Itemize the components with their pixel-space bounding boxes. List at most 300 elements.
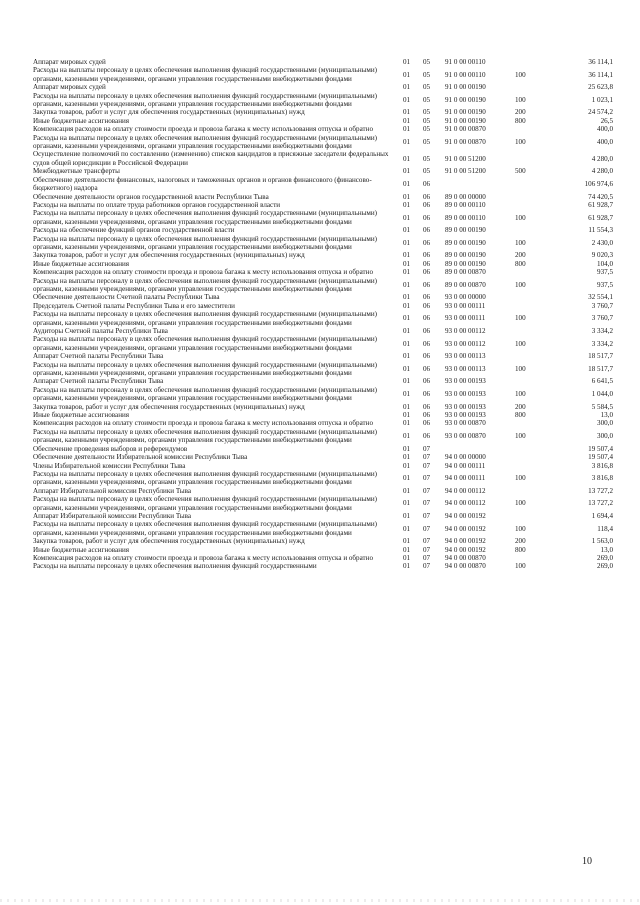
row-subsection: 05 <box>423 83 431 92</box>
row-name: Аппарат Счетной палаты Республики Тыва <box>33 352 164 361</box>
row-subsection: 05 <box>423 116 431 125</box>
row-subsection: 06 <box>423 238 431 247</box>
table-row <box>33 445 613 453</box>
row-subsection: 07 <box>423 453 431 462</box>
row-target-article: 93 0 00 00870 <box>445 432 486 441</box>
row-target-article: 89 0 00 00110 <box>445 200 486 209</box>
row-expense-type <box>515 83 553 91</box>
row-expense-type <box>515 453 553 461</box>
table-row <box>33 92 613 109</box>
row-name: Компенсация расходов на оплату стоимости проезда и провоза багажа к месту использования отпуска и обратно <box>33 553 373 562</box>
row-target-article: 91 0 00 00190 <box>445 83 486 92</box>
table-row <box>33 108 613 116</box>
row-section: 01 <box>403 154 411 163</box>
table-row <box>33 150 613 167</box>
row-expense-type <box>515 377 553 385</box>
table-row <box>33 277 613 294</box>
row-target-article: 89 0 00 00190 <box>445 226 486 235</box>
row-expense-type: 800 <box>515 259 526 268</box>
row-target-article: 94 0 00 00192 <box>445 511 486 520</box>
row-amount: 61 928,7 <box>588 200 613 209</box>
row-expense-type <box>515 462 553 470</box>
row-subsection: 07 <box>423 562 431 571</box>
table-row <box>33 335 613 352</box>
table-row <box>33 235 613 252</box>
row-target-article: 91 0 00 00110 <box>445 58 486 66</box>
row-subsection: 06 <box>423 377 431 386</box>
row-target-article: 89 0 00 00000 <box>445 192 486 201</box>
table-row <box>33 537 613 545</box>
row-section: 01 <box>403 364 411 373</box>
row-name: Закупка товаров, работ и услуг для обеспечения государственных (муниципальных) нужд <box>33 251 305 260</box>
row-expense-type <box>515 554 553 562</box>
row-section: 01 <box>403 238 411 247</box>
table-row <box>33 411 613 419</box>
row-section: 01 <box>403 314 411 323</box>
row-expense-type: 200 <box>515 251 526 260</box>
row-amount: 19 507,4 <box>588 444 613 453</box>
row-subsection: 06 <box>423 280 431 289</box>
table-row <box>33 226 613 234</box>
row-section: 01 <box>403 167 411 176</box>
row-expense-type: 100 <box>515 70 526 79</box>
row-section: 01 <box>403 486 411 495</box>
row-target-article <box>445 445 515 453</box>
table-row <box>33 293 613 301</box>
row-amount: 269,0 <box>597 562 613 571</box>
row-name: Расходы на обеспечение функций органов государственной власти <box>33 226 235 235</box>
row-section: 01 <box>403 83 411 92</box>
row-name: Компенсация расходов на оплату стоимости проезда и провоза багажа к месту использования отпуска и обратно <box>33 419 373 428</box>
scan-footer-artifact <box>0 899 640 902</box>
row-amount: 3 334,2 <box>591 339 613 348</box>
row-section: 01 <box>403 116 411 125</box>
row-section: 01 <box>403 562 411 571</box>
row-amount: 19 507,4 <box>588 453 613 462</box>
table-row <box>33 512 613 520</box>
row-target-article: 91 0 00 00870 <box>445 125 486 134</box>
table-row <box>33 176 613 193</box>
row-target-article: 91 0 00 00190 <box>445 108 486 117</box>
row-subsection: 05 <box>423 95 431 104</box>
row-subsection: 06 <box>423 192 431 201</box>
row-expense-type: 100 <box>515 213 526 222</box>
row-expense-type: 100 <box>515 562 526 571</box>
row-target-article: 94 0 00 00870 <box>445 553 486 562</box>
row-subsection: 05 <box>423 137 431 146</box>
row-amount: 4 280,0 <box>591 167 613 176</box>
table-row <box>33 453 613 461</box>
budget-table-body <box>33 58 613 571</box>
row-subsection: 06 <box>423 327 431 335</box>
table-row <box>33 470 613 487</box>
row-target-article: 91 0 00 00190 <box>445 116 486 125</box>
row-subsection: 05 <box>423 125 431 134</box>
row-expense-type: 100 <box>515 339 526 348</box>
row-target-article: 89 0 00 00870 <box>445 280 486 289</box>
row-target-article: 89 0 00 00110 <box>445 213 486 222</box>
row-expense-type <box>515 150 553 167</box>
row-name: Расходы на выплаты персоналу в целях обеспечения выполнения функций государственными (муниципальными) органами, казенными учреждениями, органами управления государственными внебюджетными фондами <box>33 310 378 327</box>
row-expense-type <box>515 302 553 310</box>
row-amount: 32 554,1 <box>588 293 613 302</box>
row-subsection: 06 <box>423 314 431 323</box>
row-expense-type: 100 <box>515 390 526 399</box>
row-subsection: 07 <box>423 444 431 453</box>
table-row <box>33 419 613 427</box>
row-subsection: 06 <box>423 226 431 235</box>
row-target-article: 94 0 00 00870 <box>445 562 486 571</box>
row-amount: 3 760,7 <box>591 301 613 310</box>
row-section: 01 <box>403 432 411 441</box>
table-row <box>33 251 613 259</box>
row-target-article: 93 0 00 00112 <box>445 339 486 348</box>
row-subsection: 05 <box>423 108 431 117</box>
row-target-article: 93 0 00 00193 <box>445 377 486 386</box>
table-row <box>33 58 613 66</box>
row-expense-type: 100 <box>515 524 526 533</box>
row-section: 01 <box>403 524 411 533</box>
row-subsection: 05 <box>423 154 431 163</box>
row-expense-type: 100 <box>515 314 526 323</box>
row-amount: 36 114,1 <box>588 58 613 66</box>
row-amount: 104,0 <box>597 259 613 268</box>
row-subsection: 06 <box>423 301 431 310</box>
row-section: 01 <box>403 259 411 268</box>
row-name: Осуществление полномочий по составлению (изменению) списков кандидатов в присяжные заседатели федеральных судов общей юрисдикции в Российской Федерации <box>33 150 389 167</box>
table-row <box>33 117 613 125</box>
row-target-article: 94 0 00 00111 <box>445 474 486 483</box>
row-expense-type: 500 <box>515 167 526 176</box>
row-subsection: 07 <box>423 461 431 470</box>
row-amount: 106 974,6 <box>584 179 613 188</box>
row-subsection: 06 <box>423 419 431 428</box>
table-row <box>33 428 613 445</box>
row-target-article: 94 0 00 00192 <box>445 537 486 546</box>
row-amount: 3 760,7 <box>591 314 613 323</box>
row-subsection: 06 <box>423 411 431 420</box>
row-section: 01 <box>403 377 411 386</box>
row-subsection: 07 <box>423 537 431 546</box>
row-expense-type <box>515 487 553 495</box>
row-amount: 6 641,5 <box>591 377 613 386</box>
table-row <box>33 562 613 570</box>
row-section: 01 <box>403 444 411 453</box>
row-section: 01 <box>403 179 411 188</box>
row-target-article: 89 0 00 00870 <box>445 268 486 277</box>
row-section: 01 <box>403 327 411 335</box>
row-name: Обеспечение проведения выборов и референдумов <box>33 444 188 453</box>
row-expense-type <box>515 445 553 453</box>
row-name: Расходы на выплаты персоналу в целях обеспечения выполнения функций государственными (муниципальными) органами, казенными учреждениями, органами управления государственными внебюджетными фондами <box>33 335 378 352</box>
row-target-article: 93 0 00 00111 <box>445 314 486 323</box>
table-row <box>33 361 613 378</box>
row-target-article: 93 0 00 00111 <box>445 301 486 310</box>
row-amount: 13,0 <box>600 411 613 420</box>
row-subsection: 06 <box>423 268 431 277</box>
row-section: 01 <box>403 70 411 79</box>
row-name: Иные бюджетные ассигнования <box>33 545 130 554</box>
row-expense-type: 100 <box>515 95 526 104</box>
row-name: Председатель Счетной палаты Республики Тыва и его заместители <box>33 301 235 310</box>
row-name: Аппарат мировых судей <box>33 58 106 66</box>
row-name: Расходы на выплаты персоналу в целях обеспечения выполнения функций государственными (муниципальными) органами, казенными учреждениями, органами управления государственными внебюджетными фондами <box>33 234 378 251</box>
row-expense-type <box>515 226 553 234</box>
row-target-article: 94 0 00 00192 <box>445 524 486 533</box>
row-amount: 1 563,0 <box>591 537 613 546</box>
row-target-article: 94 0 00 00112 <box>445 486 486 495</box>
table-row <box>33 554 613 562</box>
row-expense-type <box>515 293 553 301</box>
row-target-article <box>445 176 515 193</box>
row-amount: 74 420,5 <box>588 192 613 201</box>
row-amount: 1 044,0 <box>591 390 613 399</box>
row-amount: 3 334,2 <box>591 327 613 335</box>
row-name: Иные бюджетные ассигнования <box>33 411 130 420</box>
row-amount: 3 816,8 <box>591 474 613 483</box>
row-amount: 61 928,7 <box>588 213 613 222</box>
row-amount: 400,0 <box>597 125 613 134</box>
row-amount: 2 430,0 <box>591 238 613 247</box>
row-subsection: 05 <box>423 167 431 176</box>
row-expense-type: 200 <box>515 402 526 411</box>
row-target-article: 94 0 00 00000 <box>445 453 486 462</box>
row-name: Расходы на выплаты персоналу в целях обеспечения выполнения функций государственными (муниципальными) органами, казенными учреждениями, органами управления государственными внебюджетными фондами <box>33 427 378 445</box>
row-name: Расходы на выплаты персоналу в целях обеспечения выполнения функций государственными (муниципальными) органами, казенными учреждениями, органами управления государственными внебюджетными фондами <box>33 520 378 537</box>
row-target-article: 91 0 00 51200 <box>445 167 486 176</box>
row-name: Расходы на выплаты персоналу в целях обеспечения выполнения функций государственными (муниципальными) органами, казенными учреждениями, органами управления государственными внебюджетными фондами <box>33 66 378 83</box>
row-subsection: 06 <box>423 402 431 411</box>
row-name: Закупка товаров, работ и услуг для обеспечения государственных (муниципальных) нужд <box>33 537 305 546</box>
row-name: Расходы на выплаты персоналу в целях обеспечения выполнения функций государственными (муниципальными) органами, казенными учреждениями, органами управления государственными внебюджетными фондами <box>33 385 378 403</box>
row-name: Закупка товаров, работ и услуг для обеспечения государственных (муниципальных) нужд <box>33 402 305 411</box>
row-expense-type: 100 <box>515 364 526 373</box>
row-target-article: 93 0 00 00193 <box>445 411 486 420</box>
row-amount: 1 023,1 <box>591 95 613 104</box>
row-target-article: 91 0 00 00190 <box>445 95 486 104</box>
row-name: Иные бюджетные ассигнования <box>33 116 130 125</box>
row-expense-type <box>515 58 553 66</box>
row-target-article: 91 0 00 00110 <box>445 70 486 79</box>
row-expense-type <box>515 327 553 335</box>
row-subsection: 06 <box>423 352 431 361</box>
table-row <box>33 201 613 209</box>
table-row <box>33 495 613 512</box>
row-name: Иные бюджетные ассигнования <box>33 259 130 268</box>
table-row <box>33 260 613 268</box>
row-name: Расходы на выплаты по оплате труда работников органов государственной власти <box>33 200 281 209</box>
row-subsection: 07 <box>423 474 431 483</box>
row-amount: 300,0 <box>597 432 613 441</box>
row-section: 01 <box>403 474 411 483</box>
row-target-article: 93 0 00 00870 <box>445 419 486 428</box>
row-section: 01 <box>403 137 411 146</box>
row-subsection: 07 <box>423 499 431 508</box>
row-target-article: 91 0 00 51200 <box>445 154 486 163</box>
table-row <box>33 66 613 83</box>
row-section: 01 <box>403 419 411 428</box>
row-amount: 13,0 <box>600 545 613 554</box>
row-expense-type: 100 <box>515 137 526 146</box>
table-row <box>33 125 613 133</box>
table-row <box>33 403 613 411</box>
row-amount: 937,5 <box>597 280 613 289</box>
row-target-article: 94 0 00 00111 <box>445 461 486 470</box>
table-row <box>33 302 613 310</box>
row-section: 01 <box>403 461 411 470</box>
row-amount: 26,5 <box>600 116 613 125</box>
row-name: Аппарат Избирательной комиссии Республики Тыва <box>33 486 191 495</box>
row-amount: 1 694,4 <box>591 511 613 520</box>
row-amount: 937,5 <box>597 268 613 277</box>
row-name: Расходы на выплаты персоналу в целях обеспечения выполнения функций государственными (муниципальными) органами, казенными учреждениями, органами управления государственными внебюджетными фондами <box>33 133 378 151</box>
table-row <box>33 352 613 360</box>
row-expense-type <box>515 512 553 520</box>
row-subsection: 07 <box>423 545 431 554</box>
row-section: 01 <box>403 339 411 348</box>
row-name: Межбюджетные трансферты <box>33 167 120 176</box>
row-subsection: 07 <box>423 511 431 520</box>
row-subsection: 06 <box>423 364 431 373</box>
table-row <box>33 520 613 537</box>
row-subsection: 07 <box>423 524 431 533</box>
row-name: Расходы на выплаты персоналу в целях обеспечения выполнения функций государственными (муниципальными) органами, казенными учреждениями, органами управления государственными внебюджетными фондами <box>33 495 378 512</box>
table-row <box>33 546 613 554</box>
page-number: 10 <box>582 856 592 867</box>
row-target-article: 89 0 00 00190 <box>445 251 486 260</box>
table-row <box>33 377 613 385</box>
row-section: 01 <box>403 280 411 289</box>
row-amount: 18 517,7 <box>588 352 613 361</box>
row-expense-type <box>515 419 553 427</box>
row-section: 01 <box>403 268 411 277</box>
table-row <box>33 167 613 175</box>
row-expense-type <box>515 268 553 276</box>
row-subsection: 05 <box>423 70 431 79</box>
row-section: 01 <box>403 537 411 546</box>
row-amount: 18 517,7 <box>588 364 613 373</box>
row-target-article: 93 0 00 00193 <box>445 390 486 399</box>
row-section: 01 <box>403 499 411 508</box>
row-name: Аппарат Избирательной комиссии Республики Тыва <box>33 511 191 520</box>
row-amount: 11 554,3 <box>588 226 613 235</box>
row-subsection: 06 <box>423 390 431 399</box>
row-amount: 5 584,5 <box>591 402 613 411</box>
row-section: 01 <box>403 411 411 420</box>
row-section: 01 <box>403 453 411 462</box>
row-target-article: 89 0 00 00190 <box>445 238 486 247</box>
row-subsection: 06 <box>423 339 431 348</box>
table-row <box>33 193 613 201</box>
row-name: Расходы на выплаты персоналу в целях обеспечения выполнения функций государственными (муниципальными) органами, казенными учреждениями, органами управления государственными внебюджетными фондами <box>33 360 378 378</box>
row-expense-type <box>515 125 553 133</box>
row-amount: 400,0 <box>597 137 613 146</box>
row-subsection: 06 <box>423 259 431 268</box>
row-target-article: 94 0 00 00112 <box>445 499 486 508</box>
row-expense-type: 100 <box>515 432 526 441</box>
row-section: 01 <box>403 301 411 310</box>
row-target-article: 93 0 00 00113 <box>445 352 486 361</box>
row-section: 01 <box>403 108 411 117</box>
table-row <box>33 209 613 226</box>
row-target-article: 93 0 00 00000 <box>445 293 486 302</box>
row-expense-type: 800 <box>515 411 526 420</box>
table-row <box>33 268 613 276</box>
row-section: 01 <box>403 192 411 201</box>
table-row <box>33 462 613 470</box>
row-expense-type: 100 <box>515 238 526 247</box>
row-name: Обеспечение деятельности органов государственной власти Республики Тыва <box>33 192 269 201</box>
row-subsection: 06 <box>423 179 431 188</box>
row-section: 01 <box>403 95 411 104</box>
row-name: Обеспечение деятельности Избирательной комиссии Республики Тыва <box>33 453 248 462</box>
row-amount: 4 280,0 <box>591 154 613 163</box>
row-expense-type: 800 <box>515 116 526 125</box>
row-amount: 25 623,8 <box>588 83 613 92</box>
row-section: 01 <box>403 213 411 222</box>
table-row <box>33 327 613 335</box>
row-section: 01 <box>403 125 411 134</box>
row-target-article: 94 0 00 00192 <box>445 545 486 554</box>
row-name: Аппарат мировых судей <box>33 83 106 92</box>
row-name: Расходы на выплаты персоналу в целях обеспечения выполнения функций государственными (муниципальными) органами, казенными учреждениями, органами управления государственными внебюджетными фондами <box>33 91 378 109</box>
row-subsection: 06 <box>423 432 431 441</box>
row-name: Члены Избирательной комиссии Республики Тыва <box>33 461 186 470</box>
row-amount: 13 727,2 <box>588 499 613 508</box>
table-row <box>33 134 613 151</box>
table-row <box>33 310 613 327</box>
row-name: Обеспечение деятельности финансовых, налоговых и таможенных органов и органов финансового (финансово-бюджетного) надзора <box>33 175 372 193</box>
row-amount: 269,0 <box>597 553 613 562</box>
row-amount: 300,0 <box>597 419 613 428</box>
row-subsection: 06 <box>423 213 431 222</box>
row-subsection: 06 <box>423 293 431 302</box>
row-section: 01 <box>403 58 411 66</box>
row-expense-type: 800 <box>515 545 526 554</box>
row-amount: 13 727,2 <box>588 486 613 495</box>
row-expense-type <box>515 201 553 209</box>
row-amount: 9 020,3 <box>591 251 613 260</box>
row-subsection: 06 <box>423 251 431 260</box>
row-amount: 118,4 <box>597 524 613 533</box>
row-amount: 3 816,8 <box>591 461 613 470</box>
row-name: Компенсация расходов на оплату стоимости проезда и провоза багажа к месту использования отпуска и обратно <box>33 268 373 277</box>
row-expense-type: 100 <box>515 280 526 289</box>
row-amount: 24 574,2 <box>588 108 613 117</box>
row-name: Аудиторы Счетной палаты Республики Тыва <box>33 327 168 335</box>
row-section: 01 <box>403 511 411 520</box>
row-name: Расходы на выплаты персоналу в целях обеспечения выполнения функций государственными <box>33 562 317 571</box>
row-target-article: 93 0 00 00193 <box>445 402 486 411</box>
row-name: Компенсация расходов на оплату стоимости проезда и провоза багажа к месту использования отпуска и обратно <box>33 125 373 134</box>
row-expense-type <box>515 176 553 193</box>
table-row <box>33 487 613 495</box>
row-expense-type <box>515 193 553 201</box>
row-expense-type: 200 <box>515 108 526 117</box>
row-section: 01 <box>403 226 411 235</box>
row-target-article: 89 0 00 00190 <box>445 259 486 268</box>
row-section: 01 <box>403 352 411 361</box>
row-target-article: 93 0 00 00113 <box>445 364 486 373</box>
row-section: 01 <box>403 402 411 411</box>
row-name: Закупка товаров, работ и услуг для обеспечения государственных (муниципальных) нужд <box>33 108 305 117</box>
row-name: Аппарат Счетной палаты Республики Тыва <box>33 377 164 386</box>
row-target-article: 91 0 00 00870 <box>445 137 486 146</box>
row-target-article: 93 0 00 00112 <box>445 327 486 335</box>
row-section: 01 <box>403 553 411 562</box>
row-subsection: 05 <box>423 58 431 66</box>
table-row <box>33 83 613 91</box>
